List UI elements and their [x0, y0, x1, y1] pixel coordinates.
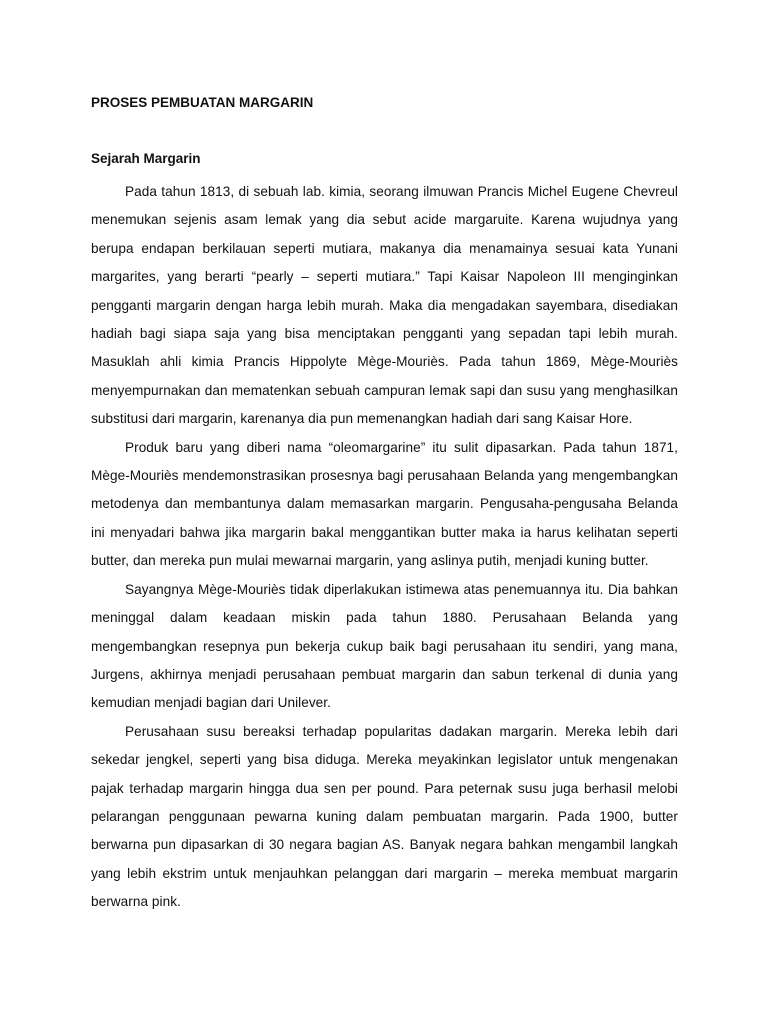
paragraph-1: Pada tahun 1813, di sebuah lab. kimia, seorang ilmuwan Prancis Michel Eugene Chevreul menemukan sejenis asam lemak yang dia sebut acide margaruite. Karena wujudnya yang berupa endapan berkilauan seperti mutiara, makanya dia menamainya sesuai kata Yunani margarites, yang berarti “pearly – seperti mutiara.” Tapi Kaisar Napoleon III menginginkan pengganti margarin dengan harga lebih murah. Maka dia mengadakan sayembara, disediakan hadiah bagi siapa saja yang bisa menciptakan pengganti yang sepadan tapi lebih murah. Masuklah ahli kimia Prancis Hippolyte Mège-Mouriès. Pada tahun 1869, Mège-Mouriès menyempurnakan dan mematenkan sebuah campuran lemak sapi dan susu yang menghasilkan substitusi dari margarin, karenanya dia pun memenangkan hadiah dari sang Kaisar Hore.	[91, 184, 678, 427]
document-body	[91, 178, 678, 917]
paragraph-4: Perusahaan susu bereaksi terhadap popularitas dadakan margarin. Mereka lebih dari sekedar jengkel, seperti yang bisa diduga. Mereka meyakinkan legislator untuk mengenakan pajak terhadap margarin hingga dua sen per pound. Para peternak susu juga berhasil melobi pelarangan penggunaan pewarna kuning dalam pembuatan margarin. Pada 1900, butter berwarna pun dipasarkan di 30 negara bagian AS. Banyak negara bahkan mengambil langkah yang lebih ekstrim untuk menjauhkan pelanggan dari margarin – mereka membuat margarin berwarna pink.	[91, 723, 678, 910]
paragraph-2: Produk baru yang diberi nama “oleomargarine” itu sulit dipasarkan. Pada tahun 1871, Mège-Mouriès mendemonstrasikan prosesnya bagi perusahaan Belanda yang mengembangkan metodenya dan membantunya dalam memasarkan margarin. Pengusaha-pengusaha Belanda ini menyadari bahwa jika margarin bakal menggantikan butter maka ia harus kelihatan seperti butter, dan mereka pun mulai mewarnai margarin, yang aslinya putih, menjadi kuning butter.	[91, 439, 678, 569]
paragraph-3: Sayangnya Mège-Mouriès tidak diperlakukan istimewa atas penemuannya itu. Dia bahkan meninggal dalam keadaan miskin pada tahun 1880. Perusahaan Belanda yang mengembangkan resepnya pun bekerja cukup baik bagi perusahaan itu sendiri, yang mana, Jurgens, akhirnya menjadi perusahaan pembuat margarin dan sabun terkenal di dunia yang kemudian menjadi bagian dari Unilever.	[91, 581, 678, 711]
document-title: PROSES PEMBUATAN MARGARIN	[91, 95, 314, 110]
section-heading: Sejarah Margarin	[91, 151, 201, 166]
